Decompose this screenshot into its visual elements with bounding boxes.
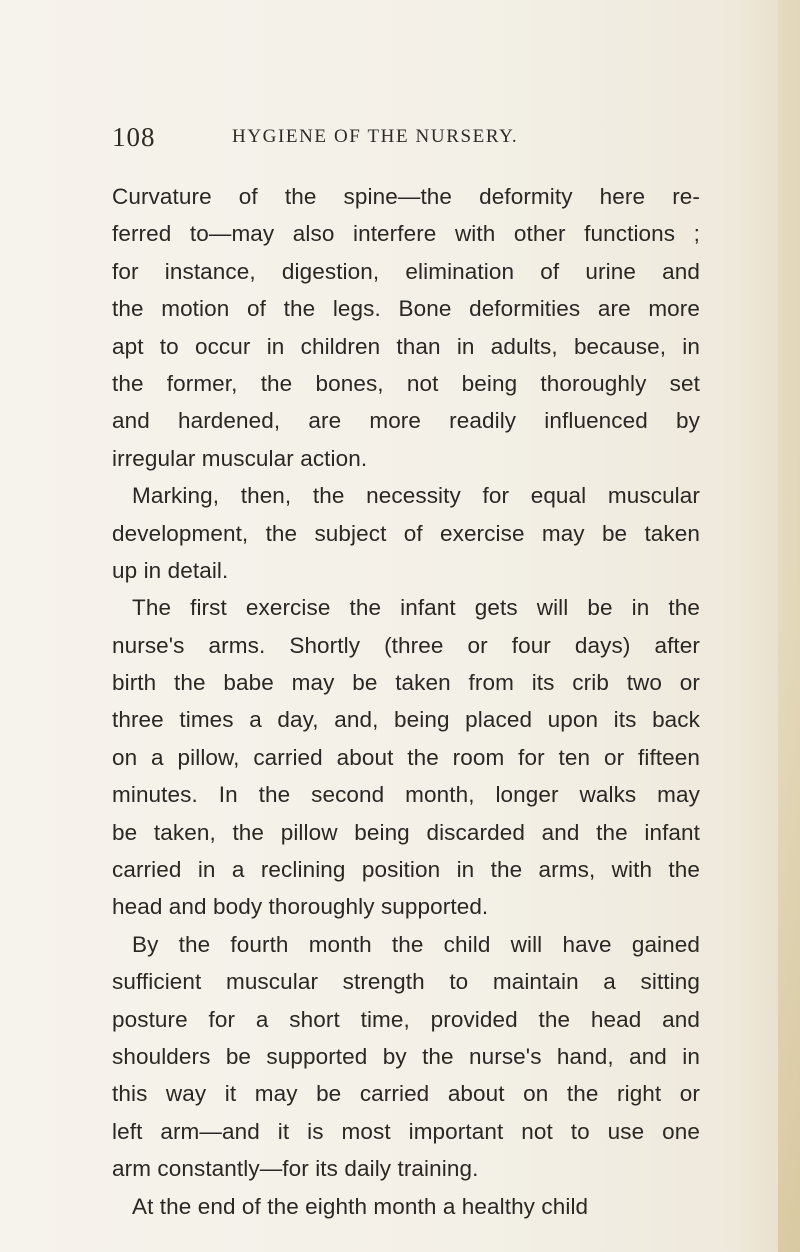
text-line: up in detail. — [112, 557, 229, 583]
text-line: this way it may be carried about on the right or — [112, 1081, 700, 1107]
page-edge-stain — [778, 0, 800, 1252]
text-line: sufficient muscular strength to maintain a sitting — [112, 969, 700, 995]
text-line: for instance, digestion, elimination of urine and — [112, 258, 700, 284]
text-line: arm constantly—for its daily training. — [112, 1156, 479, 1182]
running-title: HYGIENE OF THE NURSERY. — [232, 126, 519, 147]
text-line: irregular muscular action. — [112, 445, 368, 471]
text-line: By the fourth month the child will have gained — [132, 931, 700, 957]
text-line: be taken, the pillow being discarded and the infant — [112, 819, 700, 845]
text-line: development, the subject of exercise may be taken — [112, 520, 700, 546]
text-line: birth the babe may be taken from its crib two or — [112, 670, 700, 696]
text-line: Curvature of the spine—the deformity here re- — [112, 184, 700, 209]
text-line: apt to occur in children than in adults, because, in — [112, 333, 700, 359]
page-number: 108 — [112, 122, 156, 152]
text-line: three times a day, and, being placed upon its back — [112, 707, 700, 733]
running-head — [112, 122, 692, 152]
text-line: shoulders be supported by the nurse's hand, and in — [112, 1043, 700, 1069]
text-line: on a pillow, carried about the room for ten or fifteen — [112, 744, 700, 770]
text-line: posture for a short time, provided the head and — [112, 1006, 700, 1032]
body-text — [112, 178, 700, 1225]
text-line: head and body thoroughly supported. — [112, 894, 489, 920]
text-line: left arm—and it is most important not to use one — [112, 1118, 700, 1144]
text-line: carried in a reclining position in the arms, with the — [112, 857, 700, 883]
text-line: the motion of the legs. Bone deformities are more — [112, 296, 700, 322]
text-line: At the end of the eighth month a healthy child — [132, 1193, 589, 1219]
text-line: and hardened, are more readily influenced by — [112, 408, 700, 434]
text-line: minutes. In the second month, longer walks may — [112, 782, 700, 808]
text-line: The first exercise the infant gets will be in the — [132, 595, 700, 621]
text-line: the former, the bones, not being thoroughly set — [112, 370, 700, 396]
text-line: Marking, then, the necessity for equal muscular — [132, 483, 700, 509]
text-line: nurse's arms. Shortly (three or four days) after — [112, 632, 700, 658]
text-line: ferred to—may also interfere with other functions ; — [112, 221, 700, 247]
